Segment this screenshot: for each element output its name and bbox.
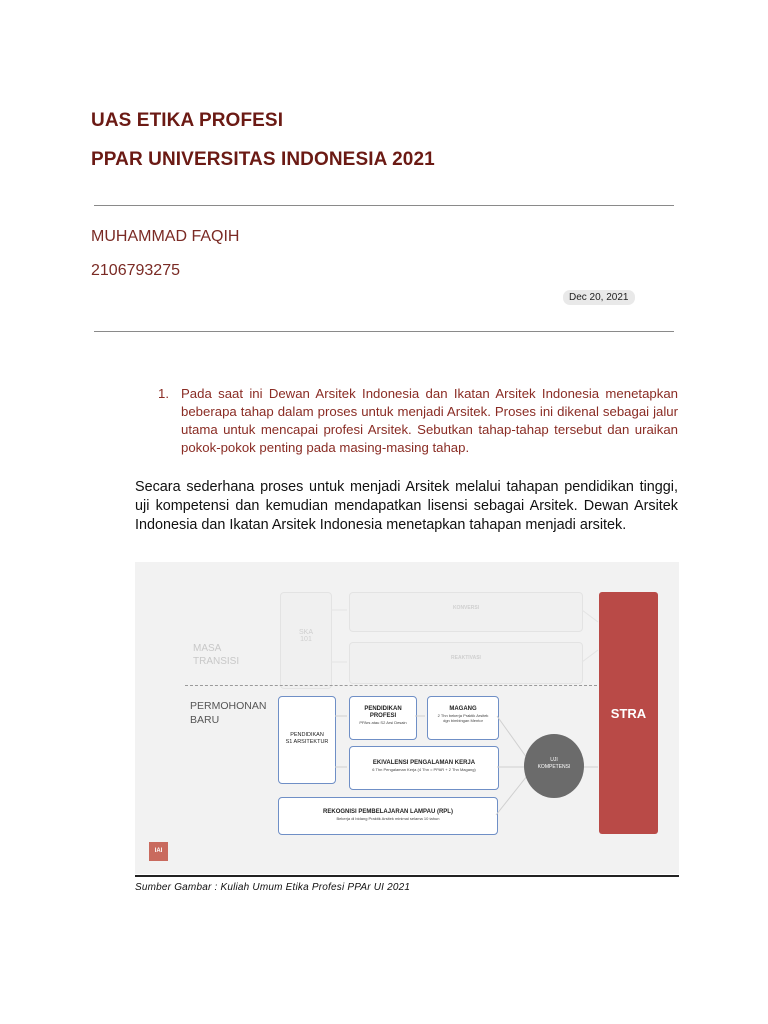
process-diagram [135,562,679,874]
caption-rule [135,875,679,877]
date-badge: Dec 20, 2021 [563,290,635,305]
diagram-connectors [135,562,679,874]
title-line-1: UAS ETIKA PROFESI [91,110,284,131]
answer-paragraph: Secara sederhana proses untuk menjadi Arsitek melalui tahapan pendidikan tinggi, uji kompetensi dan kemudian mendapatkan lisensi sebagai Arsitek. Dewan Arsitek Indonesia dan Ikatan Arsitek Indonesia menetapkan tahapan menjadi arsitek. [135,479,678,533]
pendidikan-s1-box: PENDIDIKAN S1 ARSITEKTUR [278,696,336,784]
masa-transisi-label: MASA TRANSISI [193,643,240,667]
magang-box: MAGANG 2 Thn bekerja Praktik Arsitek dgn bimbingan Mentor [427,696,499,740]
divider-bottom [94,331,674,332]
question-text: Pada saat ini Dewan Arsitek Indonesia dan Ikatan Arsitek Indonesia menetapkan beberapa tahap dalam proses untuk menjadi Arsitek. Proses ini dikenal sebagai jalur utama untuk mencapai profesi Arsitek. Sebutkan tahap-tahap tersebut dan uraikan pokok-pokok penting pada masing-masing tahap. [181,386,678,455]
pendidikan-profesi-box: PENDIDIKAN PROFESI PPArs atau S2 Arsi Desain [349,696,417,740]
title-line-2: PPAR UNIVERSITAS INDONESIA 2021 [91,149,435,170]
iai-logo: IAI [149,842,168,861]
student-id: 2106793275 [91,262,180,279]
permohonan-baru-label: PERMOHONAN BARU [190,700,267,726]
divider-top [94,205,674,206]
ekivalensi-box: EKIVALENSI PENGALAMAN KERJA 6 Thn Pengalaman Kerja (4 Thn = PPAR + 2 Thn Magang) [349,746,499,790]
uji-kompetensi-circle: UJI KOMPETENSI [524,734,584,798]
reaktivasi-box: REAKTIVASI [349,642,583,684]
figure-caption: Sumber Gambar : Kuliah Umum Etika Profesi PPAr UI 2021 [135,882,411,893]
question-number: 1. [158,386,169,401]
ska-box: SKA 101 [280,592,332,689]
author-name: MUHAMMAD FAQIH [91,228,240,245]
konversi-box: KONVERSI [349,592,583,632]
stra-block: STRA [599,592,658,834]
rpl-box: REKOGNISI PEMBELAJARAN LAMPAU (RPL) Bekerja di bidang Praktik Arsitek minimal selama 10 tahun [278,797,498,835]
